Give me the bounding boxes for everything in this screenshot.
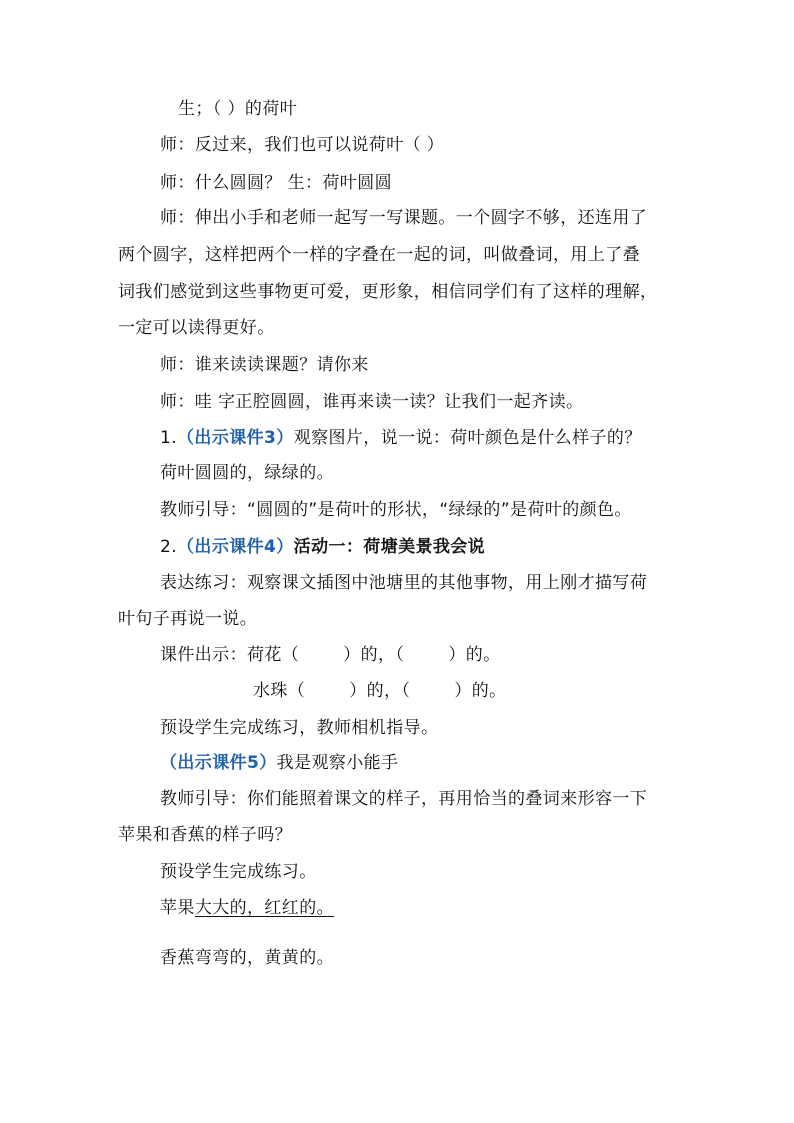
step-2-line [160, 535, 485, 559]
courseware-tag: （出示课件4） [177, 537, 294, 557]
section-title: 我是观察小能手 [276, 753, 399, 773]
paragraph-line: 表达练习：观察课文插图中池塘里的其他事物，用上刚才描写荷 [160, 573, 648, 593]
paragraph-line: 词我们感觉到这些事物更可爱，更形象，相信同学们有了这样的理解， [118, 282, 658, 302]
exercise-end: ）的。 [448, 645, 501, 665]
exercise-line [160, 643, 501, 667]
exercise-mid: ）的，（ [349, 681, 411, 701]
exercise-lotus-label: 课件出示：荷花（ [160, 645, 300, 665]
apple-label: 苹果 [160, 898, 195, 918]
exercise-mid: ）的，（ [343, 645, 405, 665]
banana-answer-line [160, 946, 334, 970]
paragraph-line: 叶句子再说一说。 [118, 609, 258, 629]
exercise-water-label: 水珠（ [253, 681, 306, 701]
teacher-guide-line: 教师引导：“圆圆的”是荷叶的形状，“绿绿的”是荷叶的颜色。 [160, 500, 632, 520]
teacher-guide-line: 教师引导：你们能照着课文的样子，再用恰当的叠词来形容一下 [160, 789, 648, 809]
exercise-end: ）的。 [454, 681, 507, 701]
step-number: 2. [160, 537, 178, 557]
paragraph-line: 苹果和香蕉的样子吗？ [118, 825, 292, 845]
courseware-tag: （出示课件5） [160, 753, 277, 773]
apple-answer-line [160, 896, 334, 920]
paragraph-line: 一定可以读得更好。 [118, 318, 275, 338]
paragraph-line: 预设学生完成练习，教师相机指导。 [160, 718, 439, 738]
courseware-5-line [160, 751, 398, 775]
teacher-line: 师：哇 字正腔圆圆，谁再来读一读？让我们一起齐读。 [160, 392, 584, 412]
exercise-line [253, 679, 507, 703]
teacher-student-line: 师：什么圆圆？ 生：荷叶圆圆 [160, 173, 393, 193]
step-number: 1. [160, 428, 178, 448]
paragraph-line: 师：伸出小手和老师一起写一写课题。一个圆字不够，还连用了 [160, 208, 648, 228]
activity-title: 活动一：荷塘美景我会说 [293, 537, 486, 557]
answer-line: 荷叶圆圆的，绿绿的。 [160, 463, 334, 483]
step-1-line [160, 426, 642, 450]
paragraph-line: 两个圆字，这样把两个一样的字叠在一起的词，叫做叠词，用上了叠 [118, 245, 640, 265]
teacher-line: 师：反过来，我们也可以说荷叶（ ） [160, 135, 445, 155]
teacher-line: 师：谁来读读课题？请你来 [160, 355, 369, 375]
courseware-tag: （出示课件3） [177, 428, 294, 448]
banana-answer: 香蕉弯弯的，黄黄的。 [160, 948, 334, 968]
step-text: 观察图片，说一说：荷叶颜色是什么样子的？ [293, 428, 642, 448]
paragraph-line: 预设学生完成练习。 [160, 862, 317, 882]
apple-answer: 大大的，红红的。 [194, 898, 335, 918]
student-answer-line: 生；（ ）的荷叶 [178, 99, 298, 119]
